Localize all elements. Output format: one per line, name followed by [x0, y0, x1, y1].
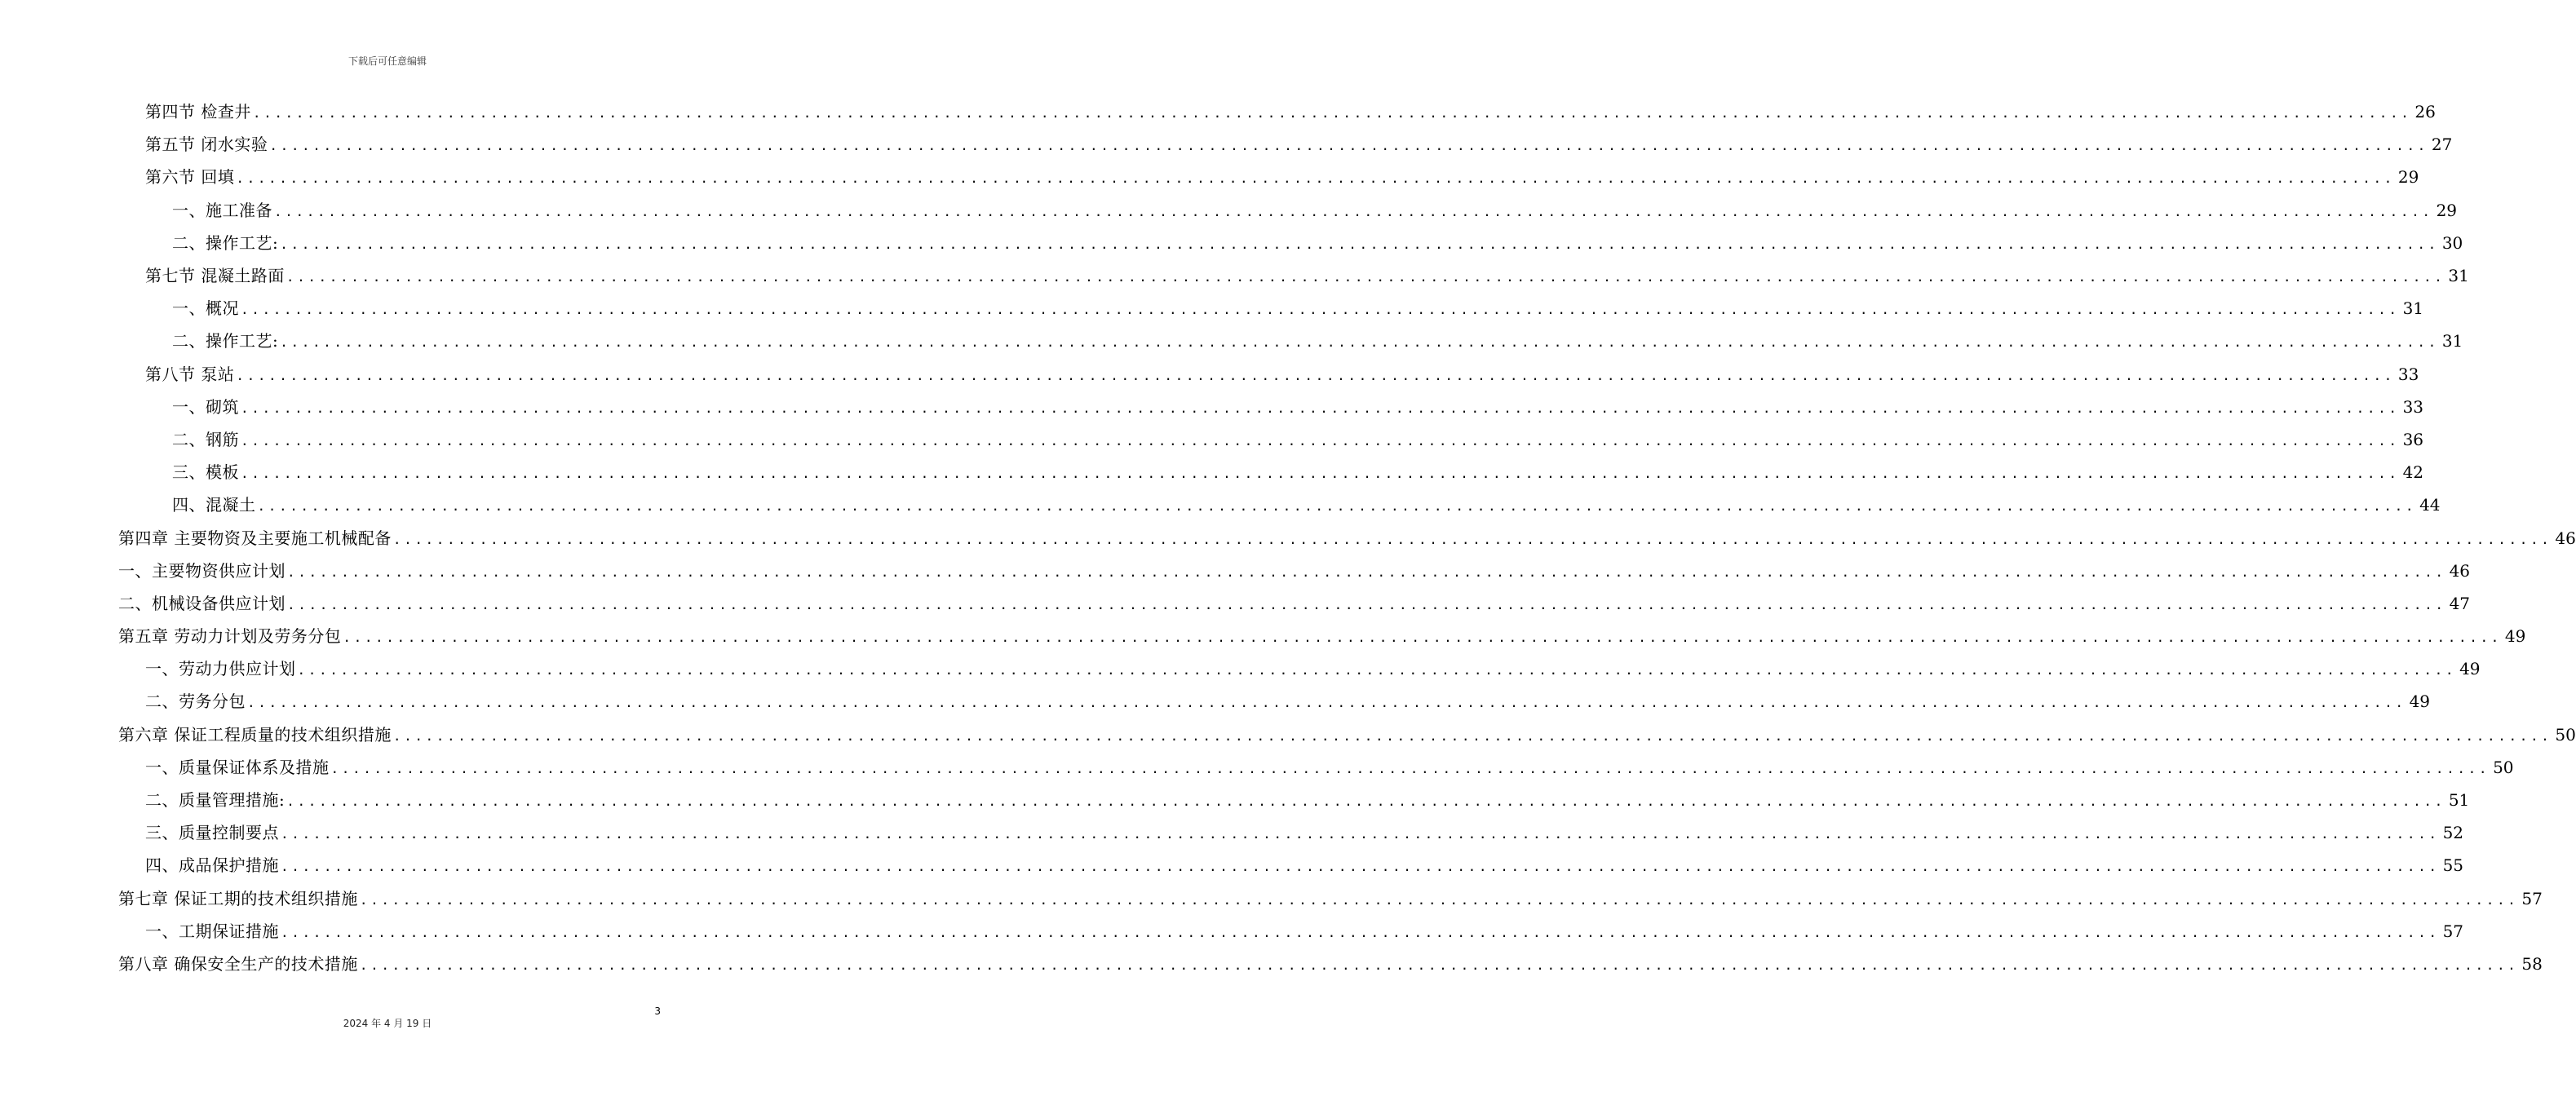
toc-entry-title: 第八章 确保安全生产的技术措施 — [118, 953, 358, 974]
toc-entry[interactable] — [0, 587, 2471, 620]
toc-entry[interactable] — [0, 948, 2543, 980]
toc-entry[interactable] — [0, 259, 2469, 292]
toc-entry-page: 31 — [2402, 298, 2424, 319]
toc-entry-page: 30 — [2441, 232, 2463, 253]
toc-entry-title: 第六节 回填 — [145, 167, 235, 188]
table-of-contents — [0, 95, 2576, 980]
toc-entry[interactable] — [0, 685, 2431, 718]
toc-entry[interactable] — [0, 620, 2526, 652]
toc-entry-page: 46 — [2555, 528, 2576, 548]
toc-entry[interactable] — [0, 488, 2441, 521]
toc-entry[interactable] — [0, 128, 2453, 161]
toc-dot-leader: ........................................................................................................................................................................................................ — [359, 957, 2519, 973]
toc-entry-page: 29 — [2436, 200, 2458, 220]
toc-entry-page: 57 — [2521, 888, 2543, 908]
toc-entry-title: 一、施工准备 — [172, 200, 272, 220]
toc-entry-page: 50 — [2555, 724, 2576, 745]
toc-entry-page: 55 — [2442, 855, 2464, 876]
toc-dot-leader: ........................................................................................................................................................................................................ — [359, 891, 2519, 908]
toc-entry[interactable] — [0, 358, 2419, 391]
toc-entry-title: 一、质量保证体系及措施 — [145, 757, 330, 777]
toc-dot-leader: ........................................................................................................................................................................................................ — [281, 859, 2440, 875]
toc-dot-leader: ........................................................................................................................................................................................................ — [285, 269, 2445, 285]
toc-entry-page: 36 — [2402, 429, 2424, 449]
toc-entry-page: 51 — [2448, 790, 2470, 811]
toc-entry-title: 一、砌筑 — [172, 396, 239, 417]
toc-entry-title: 二、操作工艺: — [172, 331, 279, 351]
toc-dot-leader: ........................................................................................................................................................................................................ — [287, 563, 2446, 580]
toc-entry-page: 58 — [2521, 953, 2543, 974]
toc-dot-leader: ........................................................................................................................................................................................................ — [330, 760, 2490, 776]
toc-entry-title: 二、操作工艺: — [172, 232, 279, 253]
toc-entry-title: 第七节 混凝土路面 — [145, 266, 285, 286]
toc-entry-page: 46 — [2449, 560, 2471, 581]
toc-entry-title: 二、劳务分包 — [145, 692, 246, 712]
toc-entry-title: 二、质量管理措施: — [145, 790, 285, 811]
toc-dot-leader: ........................................................................................................................................................................................................ — [241, 466, 2400, 482]
toc-dot-leader: ........................................................................................................................................................................................................ — [247, 695, 2406, 711]
toc-dot-leader: ........................................................................................................................................................................................................ — [287, 596, 2446, 612]
toc-entry-page: 49 — [2459, 659, 2481, 679]
toc-entry[interactable] — [0, 784, 2470, 816]
toc-entry-title: 三、质量控制要点 — [145, 823, 279, 843]
toc-entry-title: 第七章 保证工期的技术组织措施 — [118, 888, 358, 908]
toc-entry-title: 二、钢筋 — [172, 429, 239, 449]
toc-entry[interactable] — [0, 325, 2463, 357]
toc-dot-leader: ........................................................................................................................................................................................................ — [241, 432, 2400, 449]
toc-entry-page: 57 — [2442, 921, 2464, 941]
toc-dot-leader: ........................................................................................................................................................................................................ — [269, 138, 2428, 154]
toc-dot-leader: ........................................................................................................................................................................................................ — [257, 498, 2417, 515]
toc-dot-leader: ........................................................................................................................................................................................................ — [280, 334, 2439, 351]
page-number: 3 — [654, 1005, 661, 1017]
toc-entry-page: 31 — [2448, 266, 2469, 286]
toc-dot-leader: ........................................................................................................................................................................................................ — [241, 400, 2400, 416]
toc-dot-leader: ........................................................................................................................................................................................................ — [280, 236, 2439, 252]
toc-entry[interactable] — [0, 161, 2419, 193]
toc-entry[interactable] — [0, 882, 2543, 915]
page-header: 下载后可任意编辑 — [347, 55, 427, 67]
toc-entry-title: 一、工期保证措施 — [145, 921, 279, 941]
toc-entry-page: 26 — [2414, 102, 2436, 122]
toc-entry-page: 27 — [2431, 135, 2453, 155]
toc-entry-title: 一、主要物资供应计划 — [118, 560, 285, 581]
toc-dot-leader: ........................................................................................................................................................................................................ — [281, 924, 2440, 940]
toc-entry-page: 49 — [2409, 692, 2431, 712]
toc-entry-title: 第四节 检查井 — [145, 102, 251, 122]
toc-entry[interactable] — [0, 555, 2471, 587]
toc-entry-title: 第六章 保证工程质量的技术组织措施 — [118, 724, 392, 745]
toc-entry[interactable] — [0, 915, 2464, 948]
toc-entry-page: 50 — [2493, 757, 2514, 777]
toc-entry-title: 第八节 泵站 — [145, 364, 235, 384]
toc-entry[interactable] — [0, 227, 2463, 259]
toc-entry[interactable] — [0, 456, 2424, 488]
toc-entry[interactable] — [0, 751, 2514, 784]
toc-entry-page: 42 — [2402, 462, 2424, 483]
toc-entry[interactable] — [0, 652, 2481, 685]
toc-dot-leader: ........................................................................................................................................................................................................ — [252, 105, 2412, 122]
toc-entry-title: 三、模板 — [172, 462, 239, 483]
toc-entry-title: 一、劳动力供应计划 — [145, 659, 296, 679]
toc-dot-leader: ........................................................................................................................................................................................................ — [297, 662, 2457, 678]
toc-dot-leader: ........................................................................................................................................................................................................ — [281, 826, 2440, 842]
page-footer-date: 2024 年 4 月 19 日 — [343, 1018, 432, 1029]
toc-entry[interactable] — [0, 391, 2424, 423]
toc-dot-leader: ........................................................................................................................................................................................................ — [392, 727, 2552, 744]
toc-entry-title: 二、机械设备供应计划 — [118, 593, 285, 613]
toc-entry-page: 33 — [2397, 364, 2419, 384]
toc-entry[interactable] — [0, 194, 2458, 227]
toc-entry-title: 四、成品保护措施 — [145, 855, 279, 876]
toc-entry-title: 第五节 闭水实验 — [145, 135, 268, 155]
toc-entry[interactable] — [0, 816, 2464, 849]
toc-entry-page: 44 — [2419, 495, 2441, 515]
toc-entry-title: 一、概况 — [172, 298, 239, 319]
toc-entry-page: 47 — [2449, 593, 2471, 613]
toc-entry[interactable] — [0, 423, 2424, 456]
toc-entry-title: 第四章 主要物资及主要施工机械配备 — [118, 528, 392, 548]
toc-entry[interactable] — [0, 849, 2464, 882]
toc-dot-leader: ........................................................................................................................................................................................................ — [236, 367, 2395, 383]
toc-dot-leader: ........................................................................................................................................................................................................ — [241, 302, 2400, 318]
toc-entry-title: 第五章 劳动力计划及劳务分包 — [118, 626, 342, 647]
toc-dot-leader: ........................................................................................................................................................................................................ — [236, 170, 2395, 187]
toc-entry-page: 49 — [2504, 626, 2526, 647]
toc-dot-leader: ........................................................................................................................................................................................................ — [343, 630, 2502, 646]
toc-entry[interactable] — [0, 292, 2424, 325]
toc-entry-page: 31 — [2441, 331, 2463, 351]
toc-entry[interactable] — [0, 718, 2576, 751]
toc-entry-page: 33 — [2402, 396, 2424, 417]
toc-entry-page: 29 — [2397, 167, 2419, 188]
toc-entry[interactable] — [0, 521, 2576, 554]
toc-entry-page: 52 — [2442, 823, 2464, 843]
toc-entry[interactable] — [0, 95, 2436, 128]
toc-dot-leader: ........................................................................................................................................................................................................ — [392, 531, 2552, 547]
toc-dot-leader: ........................................................................................................................................................................................................ — [274, 203, 2433, 219]
toc-dot-leader: ........................................................................................................................................................................................................ — [286, 793, 2445, 810]
toc-entry-title: 四、混凝土 — [172, 495, 256, 515]
